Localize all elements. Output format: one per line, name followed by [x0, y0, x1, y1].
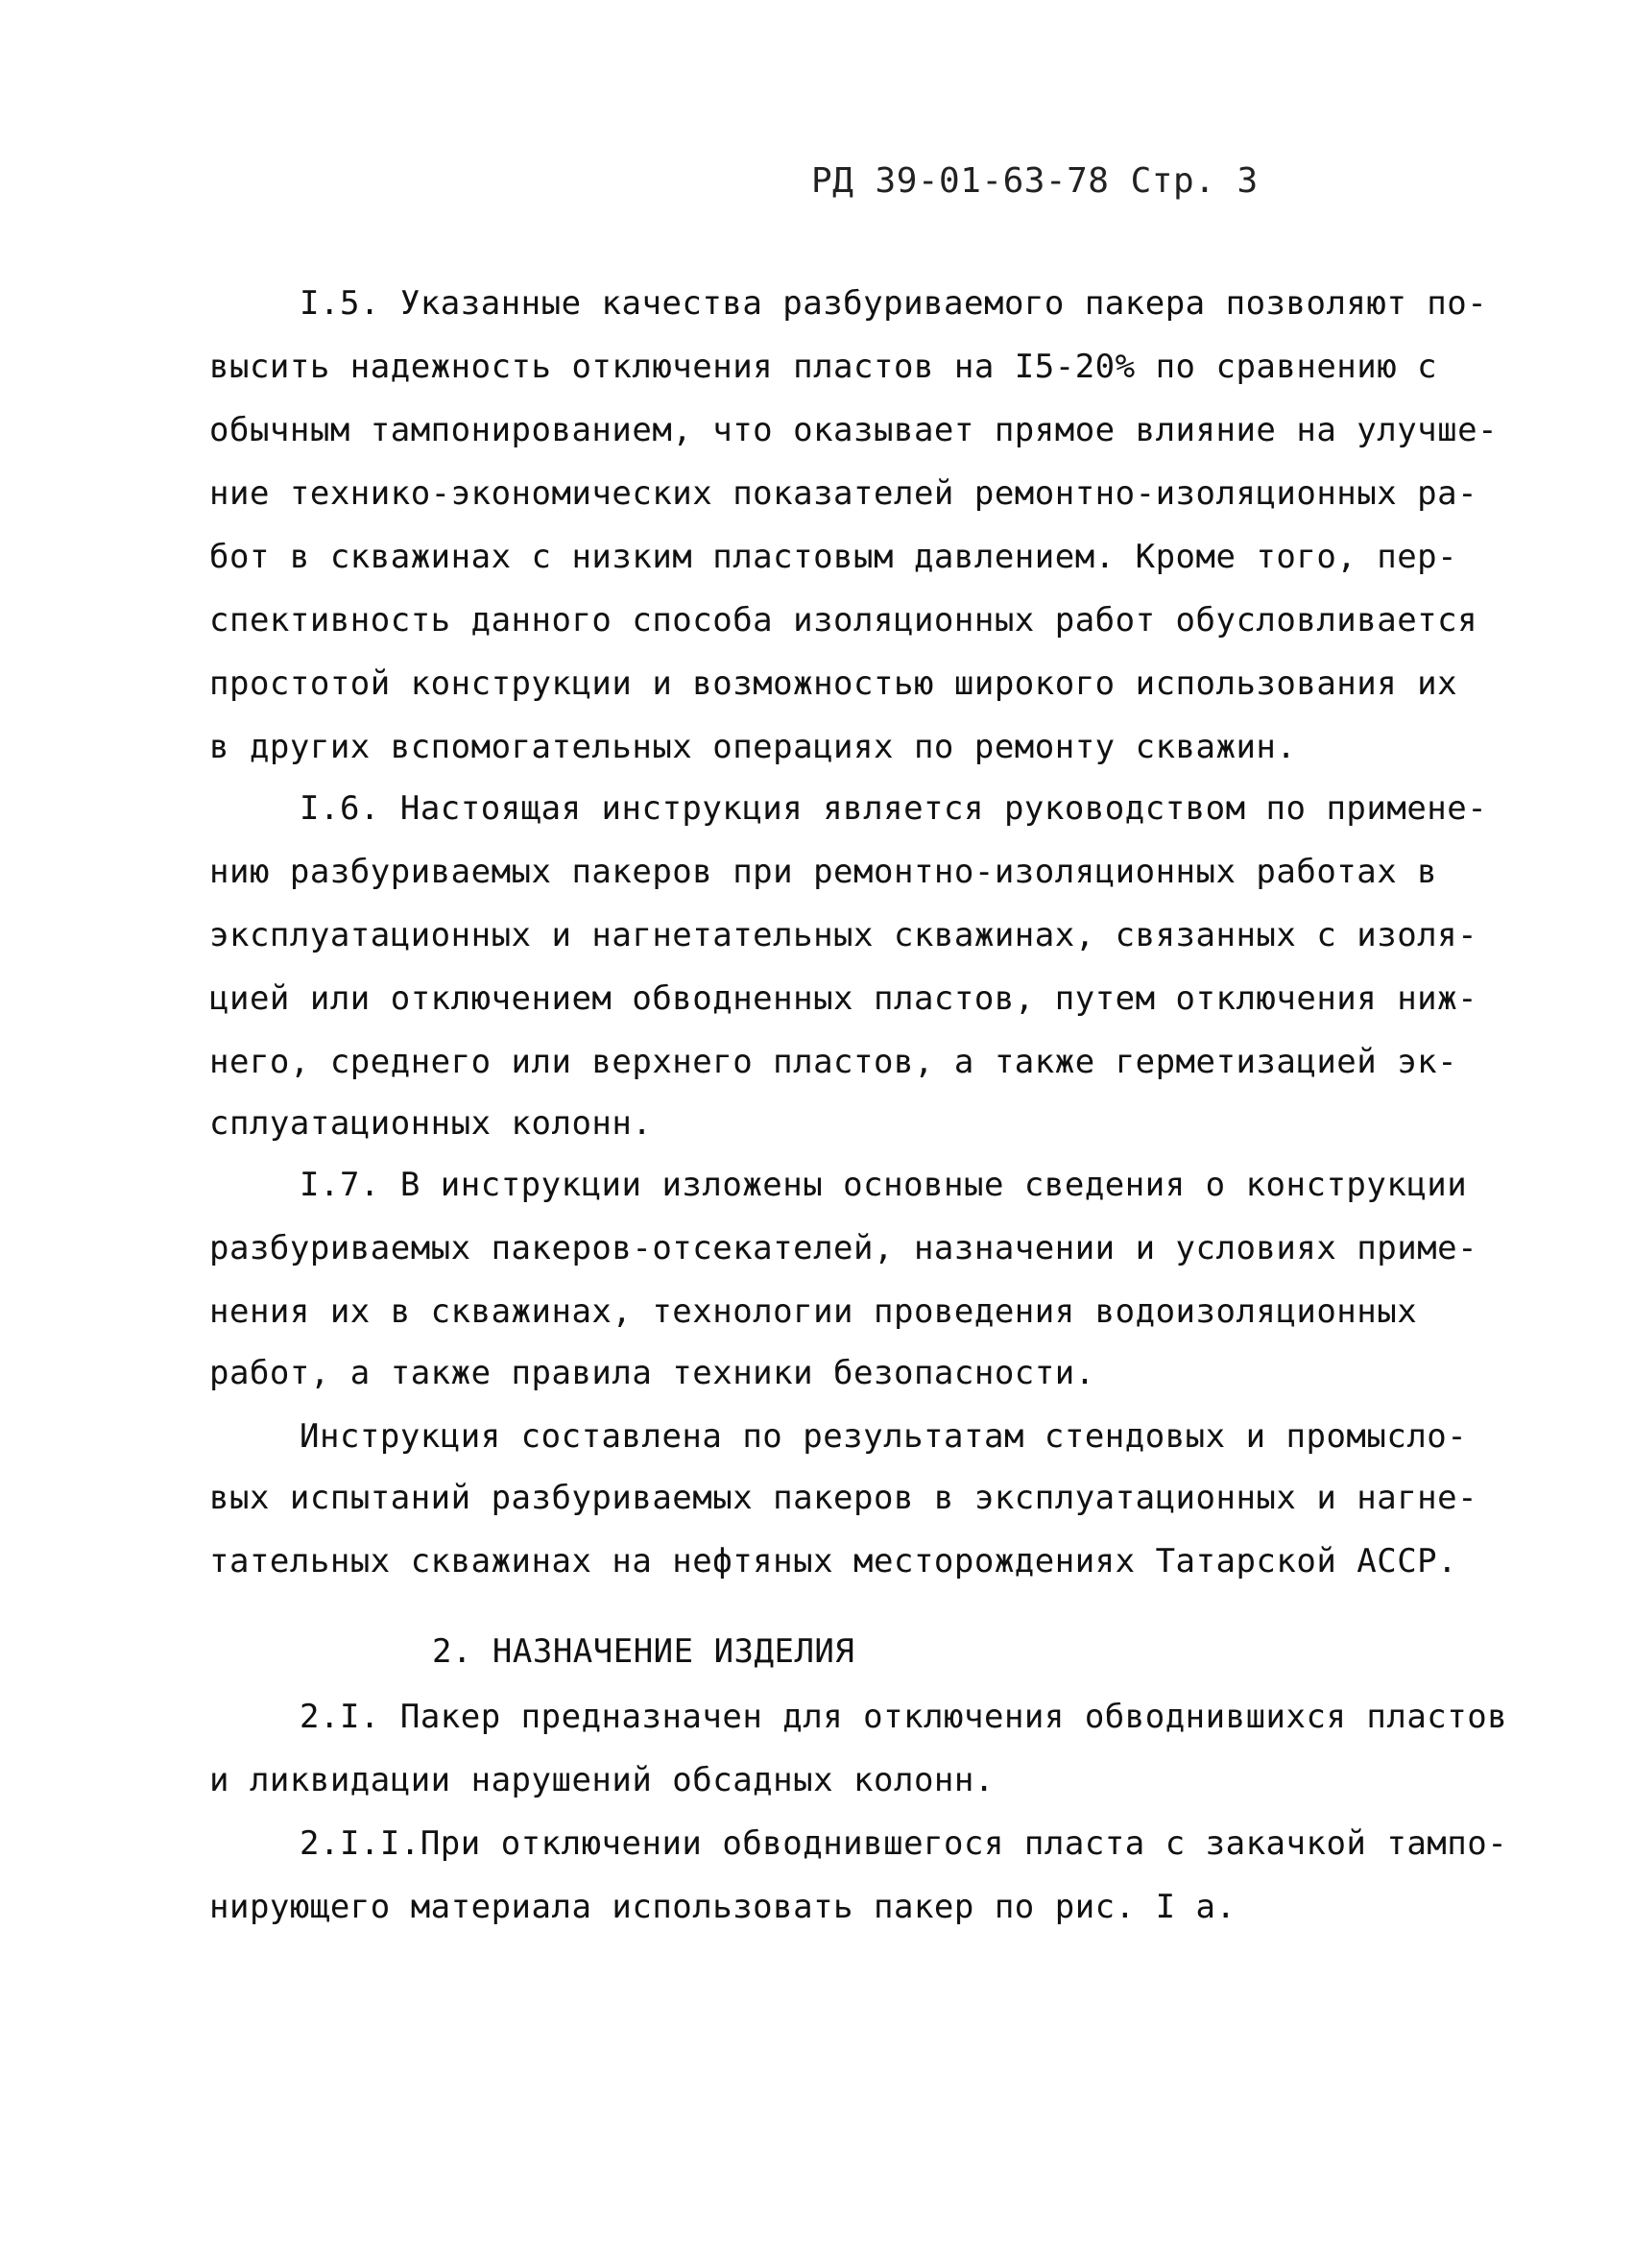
text-line: разбуриваемых пакеров-отсекателей, назначении и условиях приме- — [209, 1229, 1478, 1267]
text-line: эксплуатационных и нагнетательных скважинах, связанных с изоля- — [209, 916, 1478, 954]
text-line: бот в скважинах с низким пластовым давлением. Кроме того, пер- — [209, 538, 1458, 576]
text-line: тательных скважинах на нефтяных месторождениях Татарской АССР. — [209, 1542, 1458, 1580]
page-header: РД 39-01-63-78 Стр. 3 — [811, 161, 1259, 201]
text-line: I.6. Настоящая инструкция является руководством по примене- — [300, 789, 1488, 828]
text-line: и ликвидации нарушений обсадных колонн. — [209, 1761, 995, 1799]
text-line: 2.I.I.При отключении обводнившегося пласта с закачкой тампо- — [300, 1824, 1508, 1863]
text-line: обычным тампонированием, что оказывает прямое влияние на улучше- — [209, 411, 1499, 449]
text-line: работ, а также правила техники безопасности. — [209, 1354, 1095, 1392]
text-line: 2.I. Пакер предназначен для отключения обводнившихся пластов — [300, 1698, 1508, 1736]
text-line: спективность данного способа изоляционных работ обусловливается — [209, 601, 1478, 639]
text-line: сплуатационных колонн. — [209, 1104, 653, 1143]
text-line: в других вспомогательных операциях по ремонту скважин. — [209, 728, 1297, 766]
text-line: Инструкция составлена по результатам стендовых и промысло- — [300, 1417, 1468, 1456]
text-line: простотой конструкции и возможностью широкого использования их — [209, 664, 1458, 703]
text-line: него, среднего или верхнего пластов, а также герметизацией эк- — [209, 1043, 1458, 1081]
text-line: вых испытаний разбуриваемых пакеров в эксплуатационных и нагне- — [209, 1479, 1478, 1517]
section-title: 2. НАЗНАЧЕНИЕ ИЗДЕЛИЯ — [432, 1632, 855, 1671]
text-line: I.5. Указанные качества разбуриваемого пакера позволяют по- — [300, 284, 1488, 323]
text-line: нения их в скважинах, технологии проведения водоизоляционных — [209, 1292, 1418, 1331]
text-line: нирующего материала использовать пакер по рис. I а. — [209, 1888, 1237, 1926]
text-line: ние технико-экономических показателей ремонтно-изоляционных ра- — [209, 474, 1478, 513]
text-line: высить надежность отключения пластов на I5-20% по сравнению с — [209, 348, 1438, 386]
text-line: нию разбуриваемых пакеров при ремонтно-изоляционных работах в — [209, 853, 1438, 891]
text-line: I.7. В инструкции изложены основные сведения о конструкции — [300, 1166, 1468, 1204]
text-line: цией или отключением обводненных пластов, путем отключения ниж- — [209, 979, 1478, 1018]
